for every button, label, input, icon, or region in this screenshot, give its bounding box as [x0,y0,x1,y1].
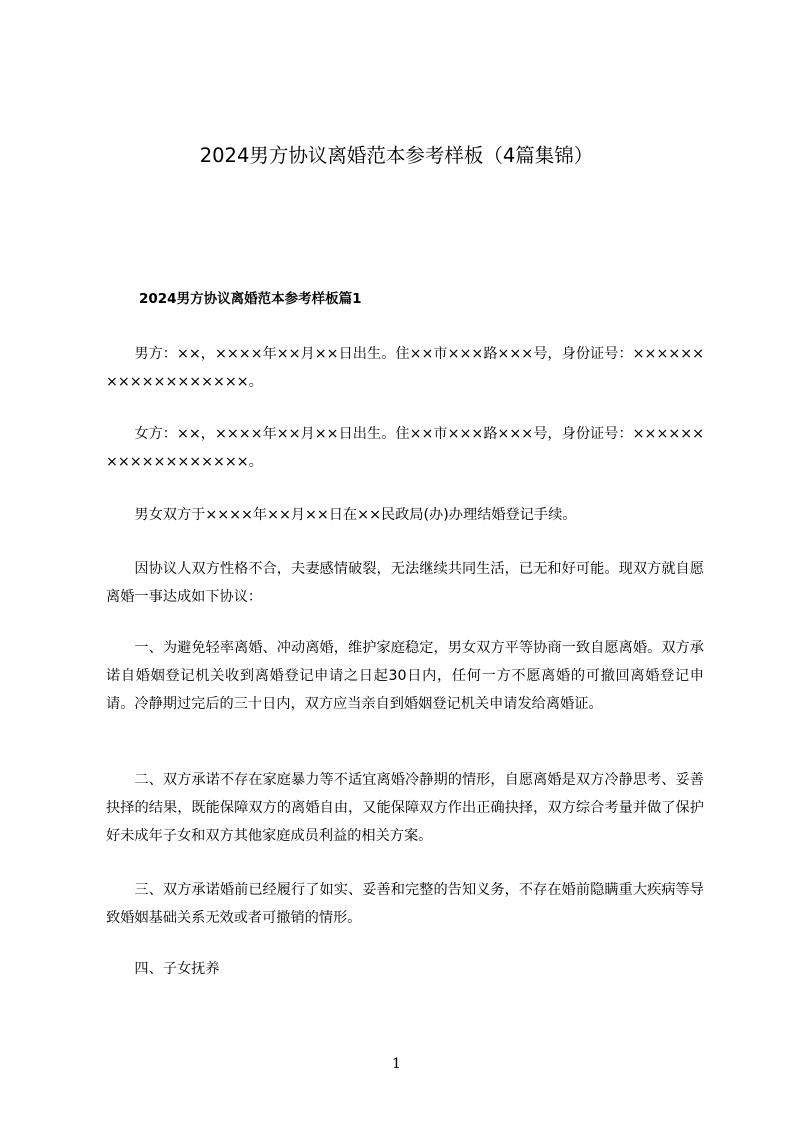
paragraph-clause-3: 三、双方承诺婚前已经履行了如实、妥善和完整的告知义务，不存在婚前隐瞒重大疾病等导致婚姻基础关系无效或者可撤销的情形。 [106,882,704,926]
paragraph-wife-info: 女方：××，××××年××月××日出生。住××市×××路×××号，身份证号：××××××××××××××××××。 [106,426,704,470]
document-title: 2024男方协议离婚范本参考样板（4篇集锦） [199,144,594,167]
paragraph-marriage-registration: 男女双方于××××年××月××日在××民政局(办)办理结婚登记手续。 [134,507,577,523]
page-number: 1 [392,1056,401,1072]
paragraph-divorce-reason: 因协议人双方性格不合，夫妻感情破裂，无法继续共同生活，已无和好可能。现双方就自愿离婚一事达成如下协议： [106,561,704,605]
section-heading: 2024男方协议离婚范本参考样板篇1 [139,291,362,307]
paragraph-clause-2: 二、双方承诺不存在家庭暴力等不适宜离婚冷静期的情形，自愿离婚是双方冷静思考、妥善抉择的结果，既能保障双方的离婚自由，又能保障双方作出正确抉择，双方综合考量并做了保护好未成年子女和双方其他家庭成员利益的相关方案。 [106,772,704,844]
paragraph-clause-1: 一、为避免轻率离婚、冲动离婚，维护家庭稳定，男女双方平等协商一致自愿离婚。双方承诺自婚姻登记机关收到离婚登记申请之日起30日内，任何一方不愿离婚的可撤回离婚登记申请。冷静期过完后的三十日内，双方应当亲自到婚姻登记机关申请发给离婚证。 [106,640,704,712]
paragraph-husband-info: 男方：××，××××年××月××日出生。住××市×××路×××号，身份证号：××××××××××××××××××。 [106,346,704,390]
paragraph-clause-4-heading: 四、子女抚养 [134,961,220,977]
